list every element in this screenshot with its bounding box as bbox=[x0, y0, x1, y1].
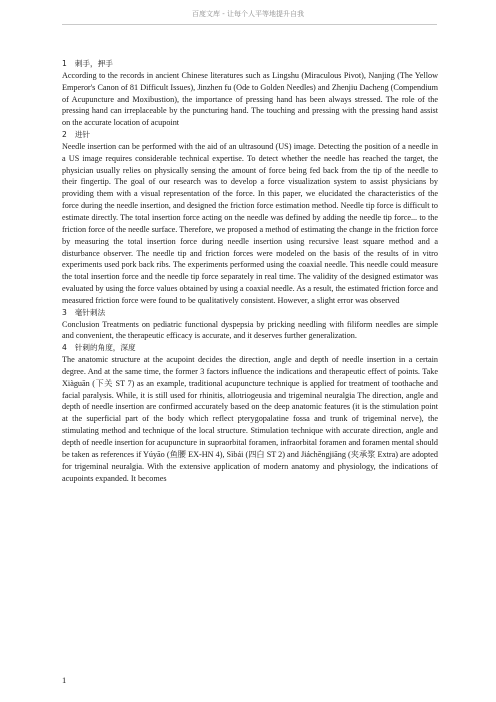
section-title: 刺手，押手 bbox=[74, 59, 113, 68]
section-title: 进针 bbox=[74, 130, 91, 140]
section-number: 4 bbox=[62, 343, 67, 353]
page-header: 百度文库 - 让每个人平等地提升自我 bbox=[192, 10, 304, 18]
page-number: 1 bbox=[62, 675, 67, 685]
section-number: 3 bbox=[62, 307, 67, 317]
section-body: Needle insertion can be performed with the aid of an ultrasound (US) image. Detecting the position of a needle in a US image requires considerable technical expertise. To detect whether the needle has reached the target, the physician usually relies on physically sensing the amount of force being fed back from the tip of the needle to their fingertip. The goal of our research was to develop a force visualization system to assist physicians by providing them with a visual representation of the force. In this paper, we elucidated the characteristics of the force during the needle insertion, and designed the friction force estimation method. Needle tip force is difficult to estimate directly. The total insertion force acting on the needle was defined by adding the needle tip force... to the friction force of the needle surface. Therefore, we proposed a method of estimating the change in the friction force by measuring the total insertion force during needle insertion using recursive least square method and a disturbance observer. The needle tip and friction forces were modeled on the basis of the results of in vitro experiments used pork back ribs. The experiments performed using the coaxial needle. This needle could measure the total insertion force and the needle tip force separately in real time. The validity of the designed estimator was evaluated by using the force values obtained by using a coaxial needle. As a result, the estimated friction force and measured friction force were found to be qualitatively consistent. However, a slight error was observed bbox=[62, 141, 438, 305]
section-heading bbox=[62, 129, 438, 141]
section-body: According to the records in ancient Chinese literatures such as Lingshu (Miraculous Pivot), Nanjing (The Yellow Emperor's Canon of 81 Difficult Issues), Jinzhen fu (Ode to Golden Needles) and Zhenjiu Dacheng (Compendium of Acupuncture and Moxibustion), the importance of pressing hand has been always stressed. The role of the pressing hand can irreplaceable by the puncturing hand. The touching and pressing with the pressing hand assist on the accurate location of acupoint bbox=[62, 70, 438, 128]
header-rule bbox=[62, 24, 437, 25]
section-heading bbox=[62, 307, 438, 319]
section-heading bbox=[62, 342, 438, 354]
section-body: The anatomic structure at the acupoint decides the direction, angle and depth of needle insertion in a certain degree. And at the same time, the former 3 factors influence the indications and therapeutic effect of points. Take Xiàguān (下关 ST 7) as an example, traditional acupuncture technique is applied for treatment of toothache and facial paralysis. While, it is still used for rhinitis, allotriogeusia and trigeminal neuralgia The direction, angle and depth of needle insertion are confirmed accurately based on the deep anatomic features (it is the stimulation point at the superficial part of the body which reflect pterygopalatine fossa and trunk of trigeminal nerve), the stimulating method and technique of the local structure. Stimulation technique with accurate direction, angle and depth of needle insertion for acupuncture in supraorbital foramen, infraorbital foramen and foramen mental should be taken as references if Yúyāo (鱼腰 EX-HN 4), Sìbái (四白 ST 2) and Jiáchēngjiāng (夹承浆 Extra) are adopted for trigeminal neuralgia. With the extensive application of modern anatomy and physiology, the indications of acupoints expanded. It becomes bbox=[62, 355, 438, 483]
document-body bbox=[62, 58, 438, 484]
section-body: Conclusion Treatments on pediatric functional dyspepsia by pricking needling with filiform needles are simple and convenient, the therapeutic efficacy is accurate, and it deserves further generalization. bbox=[62, 319, 438, 341]
section-heading bbox=[62, 58, 438, 70]
section-title: 针刺的角度，深度 bbox=[74, 343, 136, 353]
section-number: 2 bbox=[62, 130, 67, 140]
section-title: 毫针刺法 bbox=[74, 307, 106, 317]
section-number: 1 bbox=[62, 59, 67, 68]
